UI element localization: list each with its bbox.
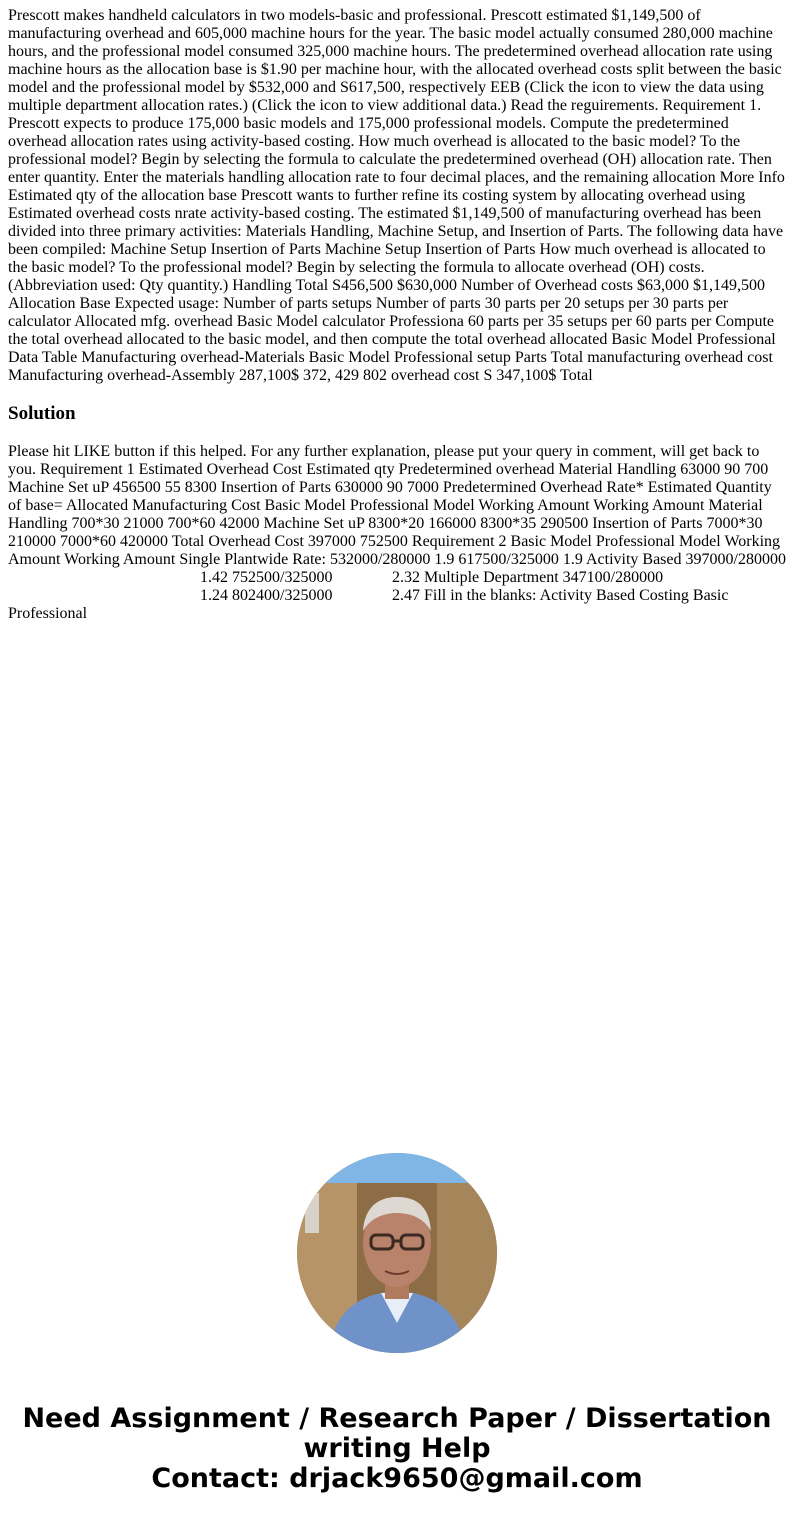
author-portrait-icon xyxy=(297,1153,497,1353)
answer-text: Please hit LIKE button if this helped. For any further explanation, please put your query in comment, will get back to you. Requirement 1 Estimated Overhead Cost Estimated qty Predetermined overhead Material Handling 63000 90 700 Machine Set uP 456500 55 8300 Insertion of Parts 630000 90 7000 Predetermined Overhead Rate* Estimated Quantity of base= Allocated Manufacturing Cost Basic Model Professional Model Working Amount Working Amount Material Handling 700*30 21000 700*60 42000 Machine Set uP 8300*20 166000 8300*35 290500 Insertion of Parts 7000*30 210000 7000*60 420000 Total Overhead Cost 397000 752500 Requirement 2 Basic Model Professional Model Working Amount Working Amount Single Plantwide Rate: 532000/280000 1.9 617500/325000 1.9 Activity Based 397000/280000 1.42 752500/325000 2.32 Multiple Department 347100/280000 1.24 802400/325000 2.47 Fill in the blanks: Activity Based Costing Basic Professional xyxy=(8,443,786,622)
promo-banner xyxy=(0,1404,794,1494)
author-avatar xyxy=(297,1153,497,1353)
promo-line-2: writing Help xyxy=(303,1433,491,1464)
question-text: Prescott makes handheld calculators in two models-basic and professional. Prescott estimated $1,149,500 of manufacturing overhead and 605,000 machine hours for the year. The basic model actually consumed 280,000 machine hours, and the professional model consumed 325,000 machine hours. The predetermined overhead allocation rate using machine hours as the allocation base is $1.90 per machine hour, with the allocated overhead costs split between the basic model and the professional model by $532,000 and S617,500, respectively EEB (Click the icon to view the data using multiple department allocation rates.) (Click the icon to view additional data.) Read the reguirements. Requirement 1. Prescott expects to produce 175,000 basic models and 175,000 professional models. Compute the predetermined overhead allocation rates using activity-based costing. How much overhead is allocated to the basic model? To the professional model? Begin by selecting the formula to calculate the predetermined overhead (OH) allocation rate. Then enter quantity. Enter the materials handling allocation rate to four decimal places, and the remaining allocation More Info Estimated qty of the allocation base Prescott wants to further refine its costing system by allocating overhead using Estimated overhead costs nrate activity-based costing. The estimated $1,149,500 of manufacturing overhead has been divided into three primary activities: Materials Handling, Machine Setup, and Insertion of Parts. The following data have been compiled: Machine Setup Insertion of Parts Machine Setup Insertion of Parts How much overhead is allocated to the basic model? To the professional model? Begin by selecting the formula to allocate overhead (OH) costs. (Abbreviation used: Qty quantity.) Handling Total S456,500 $630,000 Number of Overhead costs $63,000 $1,149,500 Allocation Base Expected usage: Number of parts setups Number of parts 30 parts per 20 setups per 30 parts per calculator Allocated mfg. overhead Basic Model calculator Professiona 60 parts per 35 setups per 60 parts per Compute the total overhead allocated to the basic model, and then compute the total overhead allocated Basic Model Professional Data Table Manufacturing overhead-Materials Basic Model Professional setup Parts Total manufacturing overhead cost Manufacturing overhead-Assembly 287,100$ 372, 429 802 overhead cost S 347,100$ Total xyxy=(8,7,785,384)
article xyxy=(8,7,788,623)
solution-heading: Solution xyxy=(8,403,76,424)
promo-contact: Contact: drjack9650@gmail.com xyxy=(151,1463,643,1494)
promo-line-1: Need Assignment / Research Paper / Dissertation xyxy=(22,1403,772,1434)
